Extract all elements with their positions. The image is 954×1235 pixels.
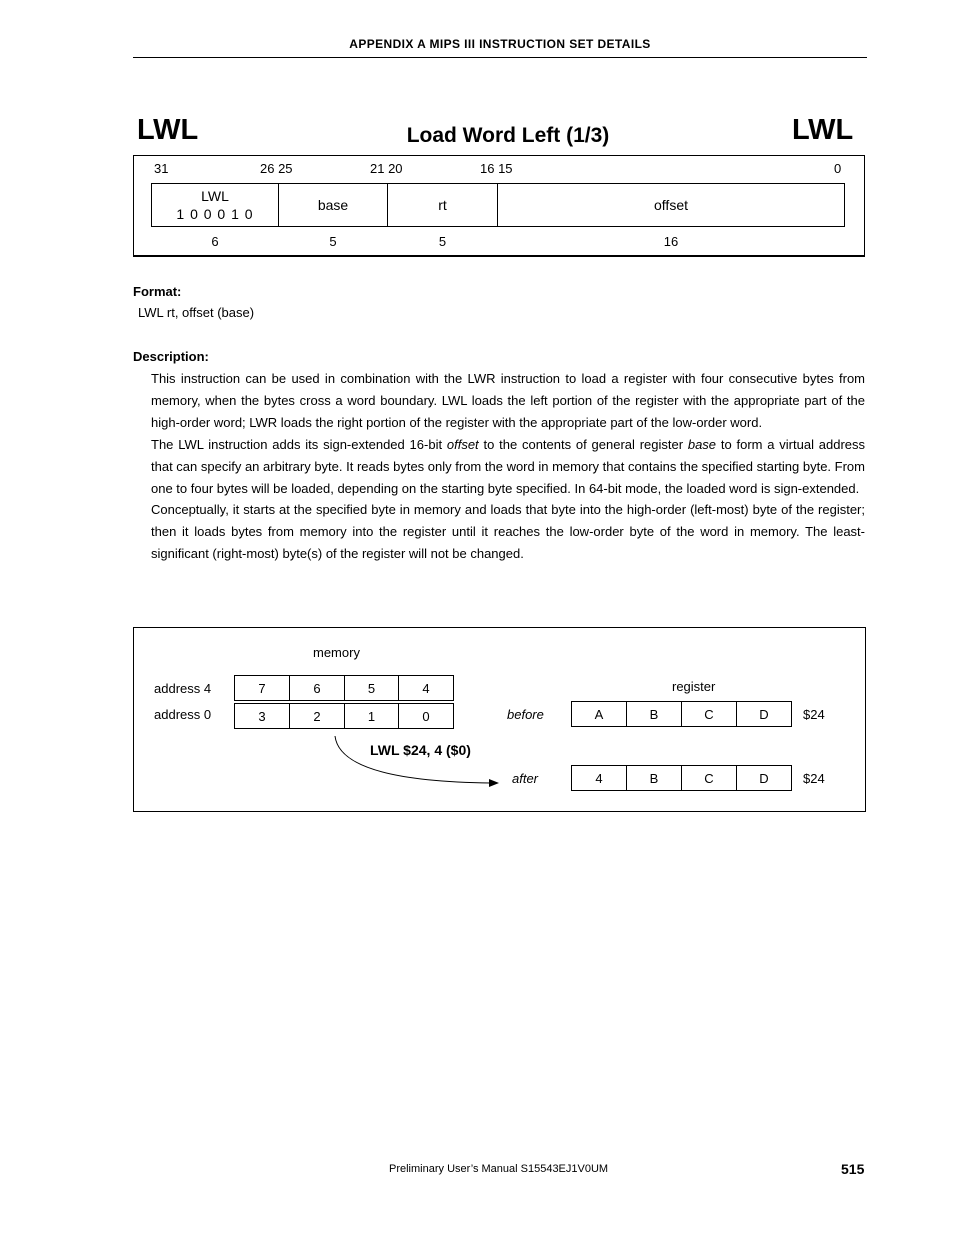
register-byte: 4 — [571, 765, 627, 791]
memory-byte: 7 — [234, 675, 290, 701]
before-label: before — [507, 707, 544, 722]
register-name: $24 — [803, 771, 825, 786]
load-arrow — [325, 730, 510, 795]
memory-byte: 4 — [398, 675, 454, 701]
bit-label: 31 — [154, 161, 169, 176]
bit-label: 26 25 — [260, 161, 293, 176]
page-number: 515 — [841, 1161, 865, 1177]
field-width: 5 — [438, 234, 447, 249]
description-paragraph: Conceptually, it starts at the specified byte in memory and loads that byte into the high-order (left-most) byte of the register; then it loads bytes from memory into the register until it reaches the low-order byte of the word in memory. The least-significant (right-most) byte(s) of the register will not be changed. — [151, 502, 865, 562]
field-opcode — [151, 183, 279, 227]
field-offset: offset — [497, 183, 845, 227]
arrow-head-icon — [489, 779, 499, 787]
mnemonic-left: LWL — [137, 114, 199, 146]
mnemonic-right: LWL — [792, 114, 854, 146]
register-byte: D — [736, 701, 792, 727]
memory-byte: 0 — [398, 703, 454, 729]
field-rt: rt — [387, 183, 498, 227]
bit-label: 0 — [834, 161, 842, 176]
memory-byte: 3 — [234, 703, 290, 729]
description-paragraph: This instruction can be used in combination with the LWR instruction to load a register with four consecutive bytes from memory, when the bytes cross a word boundary. LWL loads the left portion of the register with the appropriate part of the high-order word; LWR loads the right portion of the register with the appropriate part of the low-order word. — [151, 371, 865, 430]
footer-manual: Preliminary User’s Manual S15543EJ1V0UM — [389, 1163, 609, 1175]
text-run: to form a virtual address that can specify an arbitrary byte. It reads bytes only from the word in memory that contains the specified starting byte. From one to four bytes will be loaded, depending on the starting byte specified. In 64-bit mode, the loaded word is sign-extended. — [151, 436, 866, 496]
memory-byte: 6 — [289, 675, 345, 701]
register-byte: B — [626, 765, 682, 791]
field-width: 5 — [329, 234, 337, 249]
description-label: Description: — [133, 349, 209, 364]
register-byte: C — [681, 701, 737, 727]
description-body — [151, 368, 865, 565]
address4-label: address 4 — [154, 681, 212, 696]
memory-byte: 5 — [344, 675, 399, 701]
bit-label: 21 20 — [370, 161, 403, 176]
register-name: $24 — [803, 707, 825, 722]
register-byte: B — [626, 701, 682, 727]
address0-label: address 0 — [154, 707, 212, 722]
italic-base: base — [687, 436, 717, 452]
memory-byte: 2 — [289, 703, 345, 729]
text-run: to the contents of general register — [478, 436, 688, 452]
format-syntax: LWL rt, offset (base) — [138, 305, 255, 320]
field-opcode-bits: 1 0 0 0 1 0 — [176, 206, 254, 222]
italic-offset: offset — [446, 436, 479, 452]
register-label: register — [672, 679, 716, 694]
memory-byte: 1 — [344, 703, 399, 729]
description-paragraph — [151, 434, 865, 500]
register-byte: C — [681, 765, 737, 791]
memory-label: memory — [313, 645, 360, 660]
operation-label: LWL $24, 4 ($0) — [370, 742, 471, 758]
field-width: 6 — [211, 234, 219, 249]
running-header: APPENDIX A MIPS III INSTRUCTION SET DETAILS — [349, 37, 651, 51]
instruction-title: Load Word Left (1/3) — [406, 124, 610, 147]
format-label: Format: — [133, 284, 182, 299]
bit-label: 16 15 — [480, 161, 513, 176]
after-label: after — [512, 771, 539, 786]
field-base: base — [278, 183, 388, 227]
field-opcode-name: LWL — [201, 188, 229, 204]
header-rule — [133, 57, 867, 58]
text-run: The LWL instruction adds its sign-extended 16-bit — [151, 436, 447, 452]
arrow-curve — [335, 736, 491, 783]
field-width: 16 — [663, 234, 679, 249]
register-byte: A — [571, 701, 627, 727]
register-byte: D — [736, 765, 792, 791]
